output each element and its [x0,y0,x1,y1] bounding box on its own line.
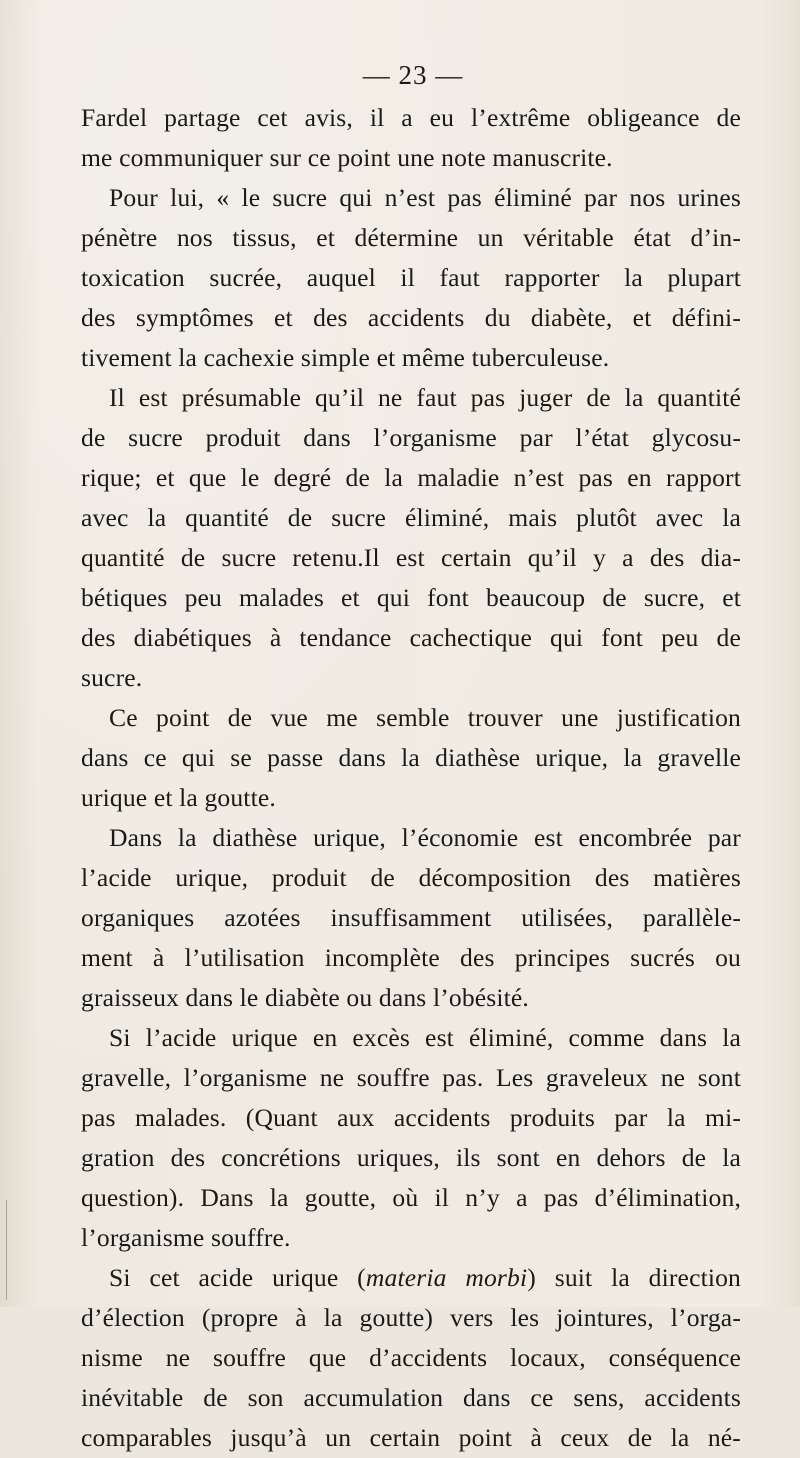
text-line: quantité de sucre retenu.Il est certain qu’il y a des dia- [81,543,741,572]
text-line: des symptômes et des accidents du diabète, et défini- [81,303,741,332]
text-line: sucre. [81,663,143,692]
text-line: ment à l’utilisation incomplète des principes sucrés ou [81,943,741,972]
text-line: urique et la goutte. [81,783,276,812]
text-line: avec la quantité de sucre éliminé, mais plutôt avec la [81,503,741,532]
text-line: des diabétiques à tendance cachectique qui font peu de [81,623,741,652]
text-line: Pour lui, « le sucre qui n’est pas éliminé par nos urines [109,183,741,212]
text-line: nisme ne souffre que d’accidents locaux, conséquence [81,1343,741,1372]
margin-line [6,1200,7,1300]
text-line: dans ce qui se passe dans la diathèse urique, la gravelle [81,743,741,772]
text-line: de sucre produit dans l’organisme par l’état glycosu- [81,423,741,452]
text-line: toxication sucrée, auquel il faut rapporter la plupart [81,263,741,292]
text-line: gravelle, l’organisme ne souffre pas. Les graveleux ne sont [81,1063,741,1092]
text-line: Il est présumable qu’il ne faut pas juger de la quantité [109,383,741,412]
body-text [81,98,741,1458]
text-line: question). Dans la goutte, où il n’y a pas d’élimination, [81,1183,741,1212]
text-line: Ce point de vue me semble trouver une justification [109,703,741,732]
text-line: Dans la diathèse urique, l’économie est encombrée par [109,823,741,852]
page-number: — 23 — [362,60,464,90]
text-line: inévitable de son accumulation dans ce sens, accidents [81,1383,741,1412]
text-line: graisseux dans le diabète ou dans l’obésité. [81,983,529,1012]
text-line: pénètre nos tissus, et détermine un véritable état d’in- [81,223,741,252]
text-line: l’acide urique, produit de décomposition des matières [81,863,741,892]
text-line: rique; et que le degré de la maladie n’est pas en rapport [81,463,741,492]
text-line: tivement la cachexie simple et même tuberculeuse. [81,343,610,372]
text-line: Si cet acide urique (materia morbi) suit la direction [109,1263,741,1292]
text-line: d’élection (propre à la goutte) vers les jointures, l’orga- [81,1303,741,1332]
text-line: Si l’acide urique en excès est éliminé, comme dans la [109,1023,741,1052]
text-line: Fardel partage cet avis, il a eu l’extrême obligeance de [81,103,741,132]
text-line: gration des concrétions uriques, ils sont en dehors de la [81,1143,741,1172]
text-line: me communiquer sur ce point une note manuscrite. [81,143,613,172]
text-line: pas malades. (Quant aux accidents produits par la mi- [81,1103,741,1132]
text-line: organiques azotées insuffisamment utilisées, parallèle- [81,903,741,932]
text-line: l’organisme souffre. [81,1223,291,1252]
text-line: bétiques peu malades et qui font beaucoup de sucre, et [81,583,741,612]
text-line: comparables jusqu’à un certain point à ceux de la né- [81,1423,741,1452]
italic-phrase: materia morbi [365,1263,528,1292]
